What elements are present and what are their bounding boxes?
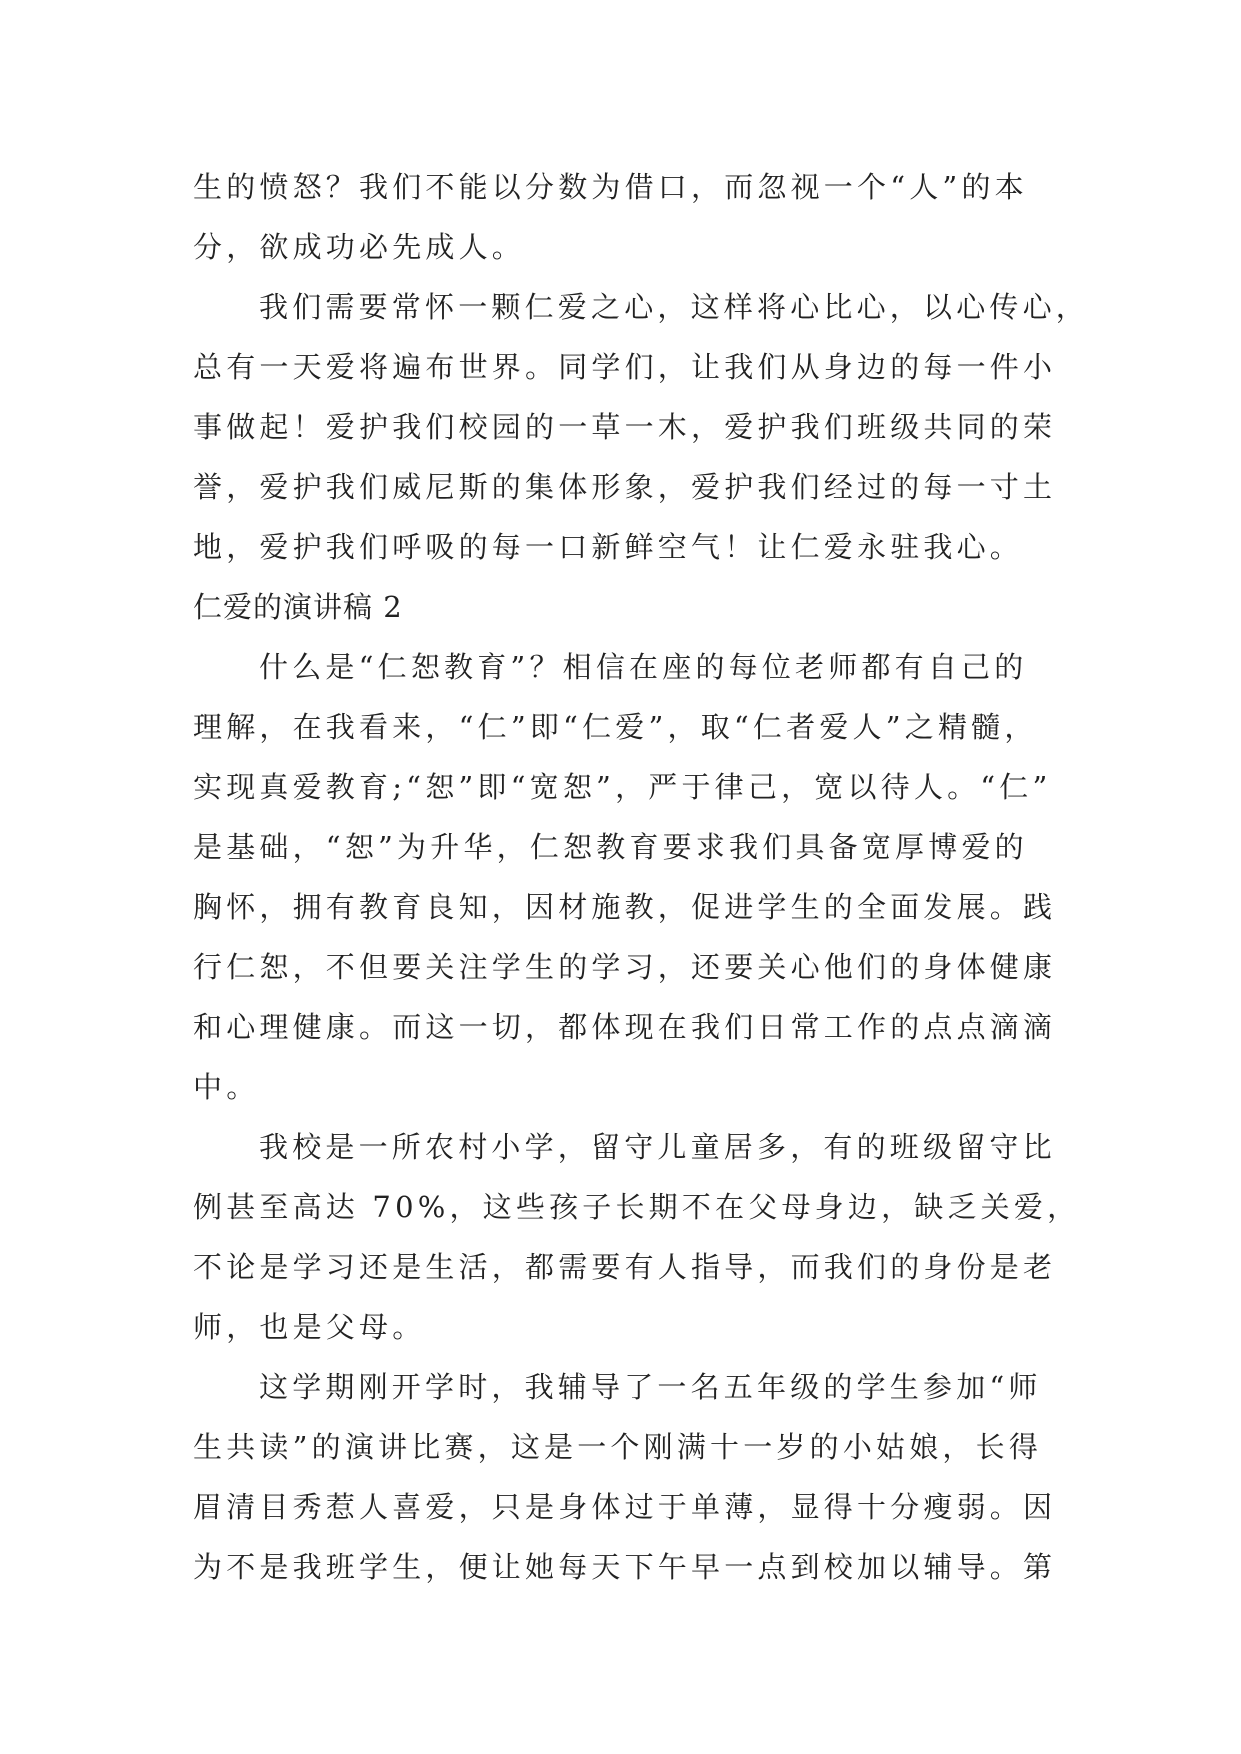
heading-text: 仁爱的演讲稿 2 bbox=[193, 590, 403, 624]
text-line: 是基础，“恕”为升华，仁恕教育要求我们具备宽厚博爱的 bbox=[193, 830, 1028, 864]
text-line: 这学期刚开学时，我辅导了一名五年级的学生参加“师 bbox=[259, 1370, 1042, 1404]
text-line: 不论是学习还是生活，都需要有人指导，而我们的身份是老 bbox=[193, 1250, 1057, 1284]
text-line: 我校是一所农村小学，留守儿童居多，有的班级留守比 bbox=[259, 1130, 1056, 1164]
text-line: 胸怀，拥有教育良知，因材施教，促进学生的全面发展。践 bbox=[193, 890, 1057, 924]
text-line: 生共读”的演讲比赛，这是一个刚满十一岁的小姑娘，长得 bbox=[193, 1430, 1043, 1464]
text-line: 地，爱护我们呼吸的每一口新鲜空气！让仁爱永驻我心。 bbox=[193, 530, 1024, 564]
text-line: 和心理健康。而这一切，都体现在我们日常工作的点点滴滴 bbox=[193, 1010, 1057, 1044]
text-line: 师，也是父母。 bbox=[193, 1310, 426, 1344]
text-line: 行仁恕，不但要关注学生的学习，还要关心他们的身体健康 bbox=[193, 950, 1057, 984]
text-line: 中。 bbox=[193, 1070, 260, 1104]
text-line: 分，欲成功必先成人。 bbox=[193, 230, 526, 264]
text-line: 生的愤怒？我们不能以分数为借口，而忽视一个“人”的本 bbox=[193, 170, 1028, 204]
paragraph bbox=[193, 1117, 1081, 1357]
text-line: 例甚至高达 70%，这些孩子长期不在父母身边，缺乏关爱， bbox=[193, 1190, 1081, 1224]
text-line: 理解，在我看来，“仁”即“仁爱”，取“仁者爱人”之精髓， bbox=[193, 710, 1038, 744]
document-body bbox=[193, 157, 1090, 1597]
text-line: 事做起！爱护我们校园的一草一木，爱护我们班级共同的荣 bbox=[193, 410, 1057, 444]
text-line: 为不是我班学生，便让她每天下午早一点到校加以辅导。第 bbox=[193, 1550, 1057, 1584]
text-line: 什么是“仁恕教育”？相信在座的每位老师都有自己的 bbox=[259, 650, 1028, 684]
text-line: 誉，爱护我们威尼斯的集体形象，爱护我们经过的每一寸土 bbox=[193, 470, 1057, 504]
paragraph bbox=[193, 637, 1057, 1117]
paragraph bbox=[193, 1357, 1057, 1597]
text-line: 总有一天爱将遍布世界。同学们，让我们从身边的每一件小 bbox=[193, 350, 1057, 384]
text-line: 眉清目秀惹人喜爱，只是身体过于单薄，显得十分瘦弱。因 bbox=[193, 1490, 1057, 1524]
text-line: 实现真爱教育;“恕”即“宽恕”，严于律己，宽以待人。“仁” bbox=[193, 770, 1052, 804]
paragraph bbox=[193, 277, 1090, 577]
section-heading bbox=[193, 577, 1053, 637]
paragraph bbox=[193, 157, 1053, 277]
text-line: 我们需要常怀一颗仁爱之心，这样将心比心，以心传心， bbox=[259, 290, 1090, 324]
